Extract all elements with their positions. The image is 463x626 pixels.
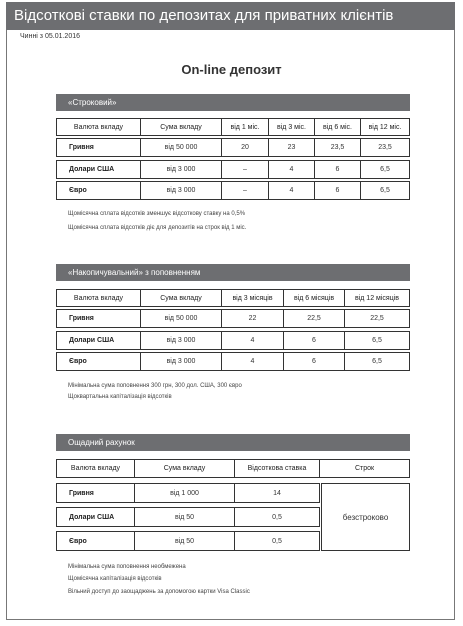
rate-cell: 20 — [221, 138, 269, 157]
row-amount: від 3 000 — [140, 352, 222, 371]
section-note: Мінімальна сума поповнення необмежена — [68, 564, 186, 570]
section-note: Вільний доступ до заощаджень за допомогою картки Visa Classic — [68, 589, 250, 595]
row-amount: від 3 000 — [140, 181, 222, 200]
rate-cell: 4 — [268, 181, 315, 200]
col-header-currency: Валюта вкладу — [56, 459, 135, 478]
col-header-currency: Валюта вкладу — [56, 289, 141, 307]
col-header-12m: від 12 місяців — [344, 289, 410, 307]
col-header-rate: Відсоткова ставка — [234, 459, 320, 478]
col-header-amount: Сума вкладу — [134, 459, 235, 478]
row-amount: від 50 — [134, 531, 235, 551]
rate-cell: 4 — [221, 331, 284, 350]
col-header-term: Строк — [319, 459, 410, 478]
rate-cell: 22 — [221, 309, 284, 328]
rate-cell: – — [221, 160, 269, 179]
section-title-savings: Ощадний рахунок — [56, 434, 410, 451]
row-currency: Долари США — [56, 331, 141, 350]
section-title-accumulative: «Накопичувальний» з поповненням — [56, 264, 410, 281]
section-note: Щомісячна сплата відсотків зменшує відсоткову ставку на 0,5% — [68, 211, 246, 217]
row-currency: Долари США — [56, 160, 141, 179]
col-header-12m: від 12 міс. — [360, 118, 410, 136]
effective-date: Чинні з 05.01.2016 — [20, 33, 80, 40]
rate-cell: 6,5 — [344, 352, 410, 371]
rate-cell: 6 — [314, 181, 361, 200]
col-header-6m: від 6 місяців — [283, 289, 345, 307]
col-header-amount: Сума вкладу — [140, 289, 222, 307]
row-currency: Гривня — [56, 309, 141, 328]
section-title-term: «Строковий» — [56, 94, 410, 111]
row-currency: Євро — [56, 181, 141, 200]
row-currency: Гривня — [56, 138, 141, 157]
rate-cell: 6,5 — [344, 331, 410, 350]
row-amount: від 3 000 — [140, 331, 222, 350]
row-currency: Євро — [56, 531, 135, 551]
rate-cell: – — [221, 181, 269, 200]
rate-cell: 23,5 — [314, 138, 361, 157]
row-amount: від 1 000 — [134, 483, 235, 503]
col-header-1m: від 1 міс. — [221, 118, 269, 136]
rate-cell: 4 — [221, 352, 284, 371]
row-amount: від 3 000 — [140, 160, 222, 179]
rate-cell: 0,5 — [234, 507, 320, 527]
rate-cell: 6 — [283, 352, 345, 371]
col-header-currency: Валюта вкладу — [56, 118, 141, 136]
section-note: Щомісячна сплата відсотків діє для депозитів на строк від 1 міс. — [68, 225, 247, 231]
row-amount: від 50 000 — [140, 138, 222, 157]
col-header-amount: Сума вкладу — [140, 118, 222, 136]
col-header-3m: від 3 місяців — [221, 289, 284, 307]
page-title: On-line депозит — [181, 62, 282, 77]
section-note: Щоквартальна капіталізація відсотків — [68, 394, 172, 400]
row-amount: від 50 — [134, 507, 235, 527]
rate-cell: 0,5 — [234, 531, 320, 551]
section-note: Щомісячна капіталізація відсотків — [68, 576, 162, 582]
term-cell: безстроково — [321, 483, 410, 551]
row-currency: Гривня — [56, 483, 135, 503]
col-header-3m: від 3 міс. — [268, 118, 315, 136]
row-amount: від 50 000 — [140, 309, 222, 328]
section-note: Мінімальна сума поповнення 300 грн, 300 дол. США, 300 євро — [68, 383, 242, 389]
rate-cell: 23 — [268, 138, 315, 157]
page-header-bar: Відсоткові ставки по депозитах для приватних клієнтів — [6, 2, 455, 30]
rate-cell: 6,5 — [360, 181, 410, 200]
row-currency: Євро — [56, 352, 141, 371]
rate-cell: 14 — [234, 483, 320, 503]
rate-cell: 4 — [268, 160, 315, 179]
rate-cell: 22,5 — [283, 309, 345, 328]
rate-cell: 22,5 — [344, 309, 410, 328]
rate-cell: 6 — [314, 160, 361, 179]
row-currency: Долари США — [56, 507, 135, 527]
col-header-6m: від 6 міс. — [314, 118, 361, 136]
rate-cell: 23,5 — [360, 138, 410, 157]
rate-cell: 6 — [283, 331, 345, 350]
rate-cell: 6,5 — [360, 160, 410, 179]
